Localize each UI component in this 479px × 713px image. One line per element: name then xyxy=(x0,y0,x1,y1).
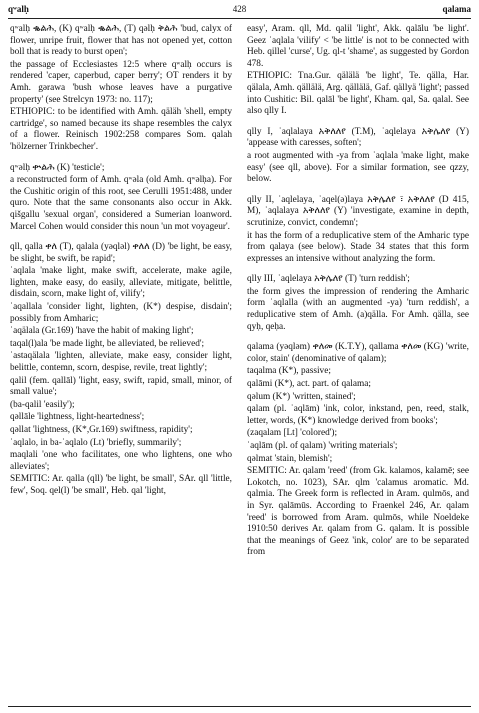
entry-text: qalāmi (K*), act. part. of qalama; xyxy=(247,379,371,390)
entry-text: qəlmat 'stain, blemish'; xyxy=(247,453,333,464)
entry-text: qalam (pl. ʾaqlām) 'ink, color, inkstand, pen, reed, stalk, letter, words, (K*) knowledge derived from books'; xyxy=(247,404,469,426)
entry-text: a reconstructed form of Amh. qʷəla (old Amh. qʷəlḥa). For the Cushitic origin of this root, see Cerulli 1951:488, under quro. Note that the same consonants also occur in Akk. qišgallu 'sexual organ', considered a Sumerian loanword. Marcel Cohen would consider this noun 'un mot voyageur'. xyxy=(10,175,232,232)
entry-spacer xyxy=(247,119,469,127)
page-header xyxy=(8,4,471,18)
entry-text: (ba-qalil 'easily'); xyxy=(10,399,75,410)
entry-spacer xyxy=(10,234,232,242)
right-column xyxy=(247,24,469,560)
entry-text: it has the form of a reduplicative stem of the Amharic type from qalaya (see below). Stade 34 states that this form expresses an intensive without analyzing the form. xyxy=(247,230,469,264)
left-column xyxy=(10,24,232,499)
entry-text: qəlum (K*) 'written, stained'; xyxy=(247,391,356,402)
entry-headword: qll, qalla ቀለ (T), qalala (yəqləl) ቀለለ (D) 'be light, be easy, be slight, be swift, be rapid'; xyxy=(10,242,232,264)
running-head-right: qalama xyxy=(442,4,471,14)
entry-text: ʾaqlala 'make light, make swift, accelerate, make agile, lighten, make easy, do easily, alleviate, mitigate, belittle, disdain, scorn, make light of, vilify'; xyxy=(10,266,232,300)
running-head-left: qʷalḥ xyxy=(8,4,29,14)
entry-headword: qlly I, ʾaqlalaya አቅለለየ (T.M), ʾaqlelaya አቅሌለየ (Y) 'appease with caresses, soften'; xyxy=(247,126,469,149)
entry-text: ʾaqlām (pl. of qalam) 'writing materials'; xyxy=(247,441,398,451)
entry-spacer xyxy=(247,187,469,195)
entry-text: qəllat 'lightness, (K*,Gr.169) swiftness, rapidity'; xyxy=(10,425,193,435)
entry-headword: qʷəlḥ ቍልሕ (K) 'testicle'; xyxy=(10,162,105,173)
entry-text: ʾaqallala 'consider light, lighten, (K*) despise, disdain'; possibly from Amharic; xyxy=(10,302,232,324)
entry-text: ʾaqlalo, in ba-ʾaqlalo (Lt) 'briefly, summarily'; xyxy=(10,437,182,448)
entry-headword: qalama (yəqləm) ቀለመ (K.T.Y), qallama ቀለመ (KG) 'write, color, stain' (denominative of qalam); xyxy=(247,342,469,364)
entry-text: the form gives the impression of rendering the Amharic form ʾaqlalla (with an augmented -ya) 'turn reddish', a reduplicative stem of Amh. (a)qälla. For Amh. qälla, see qyḥ, qeḥa. xyxy=(247,286,469,332)
entry-text: maqlali 'one who facilitates, one who lightens, one who alleviates'; xyxy=(10,450,232,472)
entry-text: qalil (fem. qallāl) 'light, easy, swift, rapid, small, minor, of small value'; xyxy=(10,375,232,398)
footer-rule xyxy=(8,706,471,707)
entry-headword: qlly III, ʾaqlelaya አቅሌለየ (T) 'turn reddish'; xyxy=(247,274,410,285)
entry-text: SEMITIC: Ar. qalam 'reed' (from Gk. kalamos, kalamē; see Lokotch, no. 1023), SAr. qlm 'calamus aromatic. Md. qalmia. The Greek form is reflected in Aram. qulmōs, and in Syr. qalāmūs. According to Fraenkel 246, Ar. qalam 'reed' is borrowed from Aram. qulmōs, while Noeldeke 1910:50 derives Ar. qalam from G. qalam. It is possible that the meanings of Geez 'ink, color' are to be separated from xyxy=(247,466,469,558)
page-number: 428 xyxy=(232,4,247,14)
entry-text: ETHIOPIC: to be identified with Amh. qäläh 'shell, empty cartridge', so named because its shape resembles the calyx of a flower. Reinisch 1902:258 compares Som. qalah 'hölzerner Trinkbecher'. xyxy=(10,107,232,152)
entry-text: taqalma (K*), passive; xyxy=(247,366,331,377)
entry-text: SEMITIC: Ar. qalla (qll) 'be light, be small', SAr. qll 'little, few', Soq. qel(l) 'be small', Heb. qal 'light, xyxy=(10,474,232,496)
entry-text: ʾaqälala (Gr.169) 'have the habit of making light'; xyxy=(10,326,194,337)
entry-spacer xyxy=(10,155,232,163)
entry-text: qəllāle 'lightness, light-heartedness'; xyxy=(10,412,145,423)
header-rule xyxy=(8,18,471,19)
entry-text: ETHIOPIC: Tna.Gur. qälälä 'be light', Te. qälla, Har. qälala, Amh. qällälä, Arg. qällälä, Gaf. qällyä 'light'; passed into Cushitic: Bil. qalāl 'be light', Kham. qal, Sa. qalal. See also qlly I. xyxy=(247,71,469,117)
entry-headword: qlly II, ʾaqlelaya, ʾaqel(ə)laya አቅሌለየ ፣ አቅለለየ (D 415, M), ʾaqlalaya አቅለለየ (Y) 'investigate, examine in depth, scrutinize, convict, condemn'; xyxy=(247,194,469,228)
entry-text: easy', Aram. qll, Md. qalil 'light', Akk. qalālu 'be light'. Geez ʾaqlala 'vilify' < 'be little' is not to be connected with Heb. qillel 'curse', Ug. ql-t 'shame', as suggested by Gordon 478. xyxy=(247,24,469,69)
entry-text: (zaqalam [Lt] 'colored'); xyxy=(247,428,338,439)
entry-text: ʾastaqälala 'lighten, alleviate, make easy, consider light, belittle, contemn, scorn, despise, revile, treat lightly'; xyxy=(10,351,232,374)
entry-text: taqal(l)ala 'be made light, be alleviated, be relieved'; xyxy=(10,338,205,349)
entry-text: the passage of Ecclesiastes 12:5 where qʷalḥ occurs is rendered 'caper, caperbud, caper berry'; OT renders it by Amh. gərawa 'bush whose leaves have a purgative property' (see Strelcyn 1973: no. 117); xyxy=(10,59,232,105)
entry-headword: qʷalḥ ቈልሕ, (K) qʷalḥ ቈልሕ, (T) qəlḥ ቅልሕ 'bud, calyx of flower, unripe fruit, flower that has not opened yet, cotton boll that is ready to burst open'; xyxy=(10,24,232,58)
entry-text: a root augmented with -ya from ʾaqlala 'make light, make easy' (see qll, above). For a similar formation, see qzzy, below. xyxy=(247,150,469,185)
